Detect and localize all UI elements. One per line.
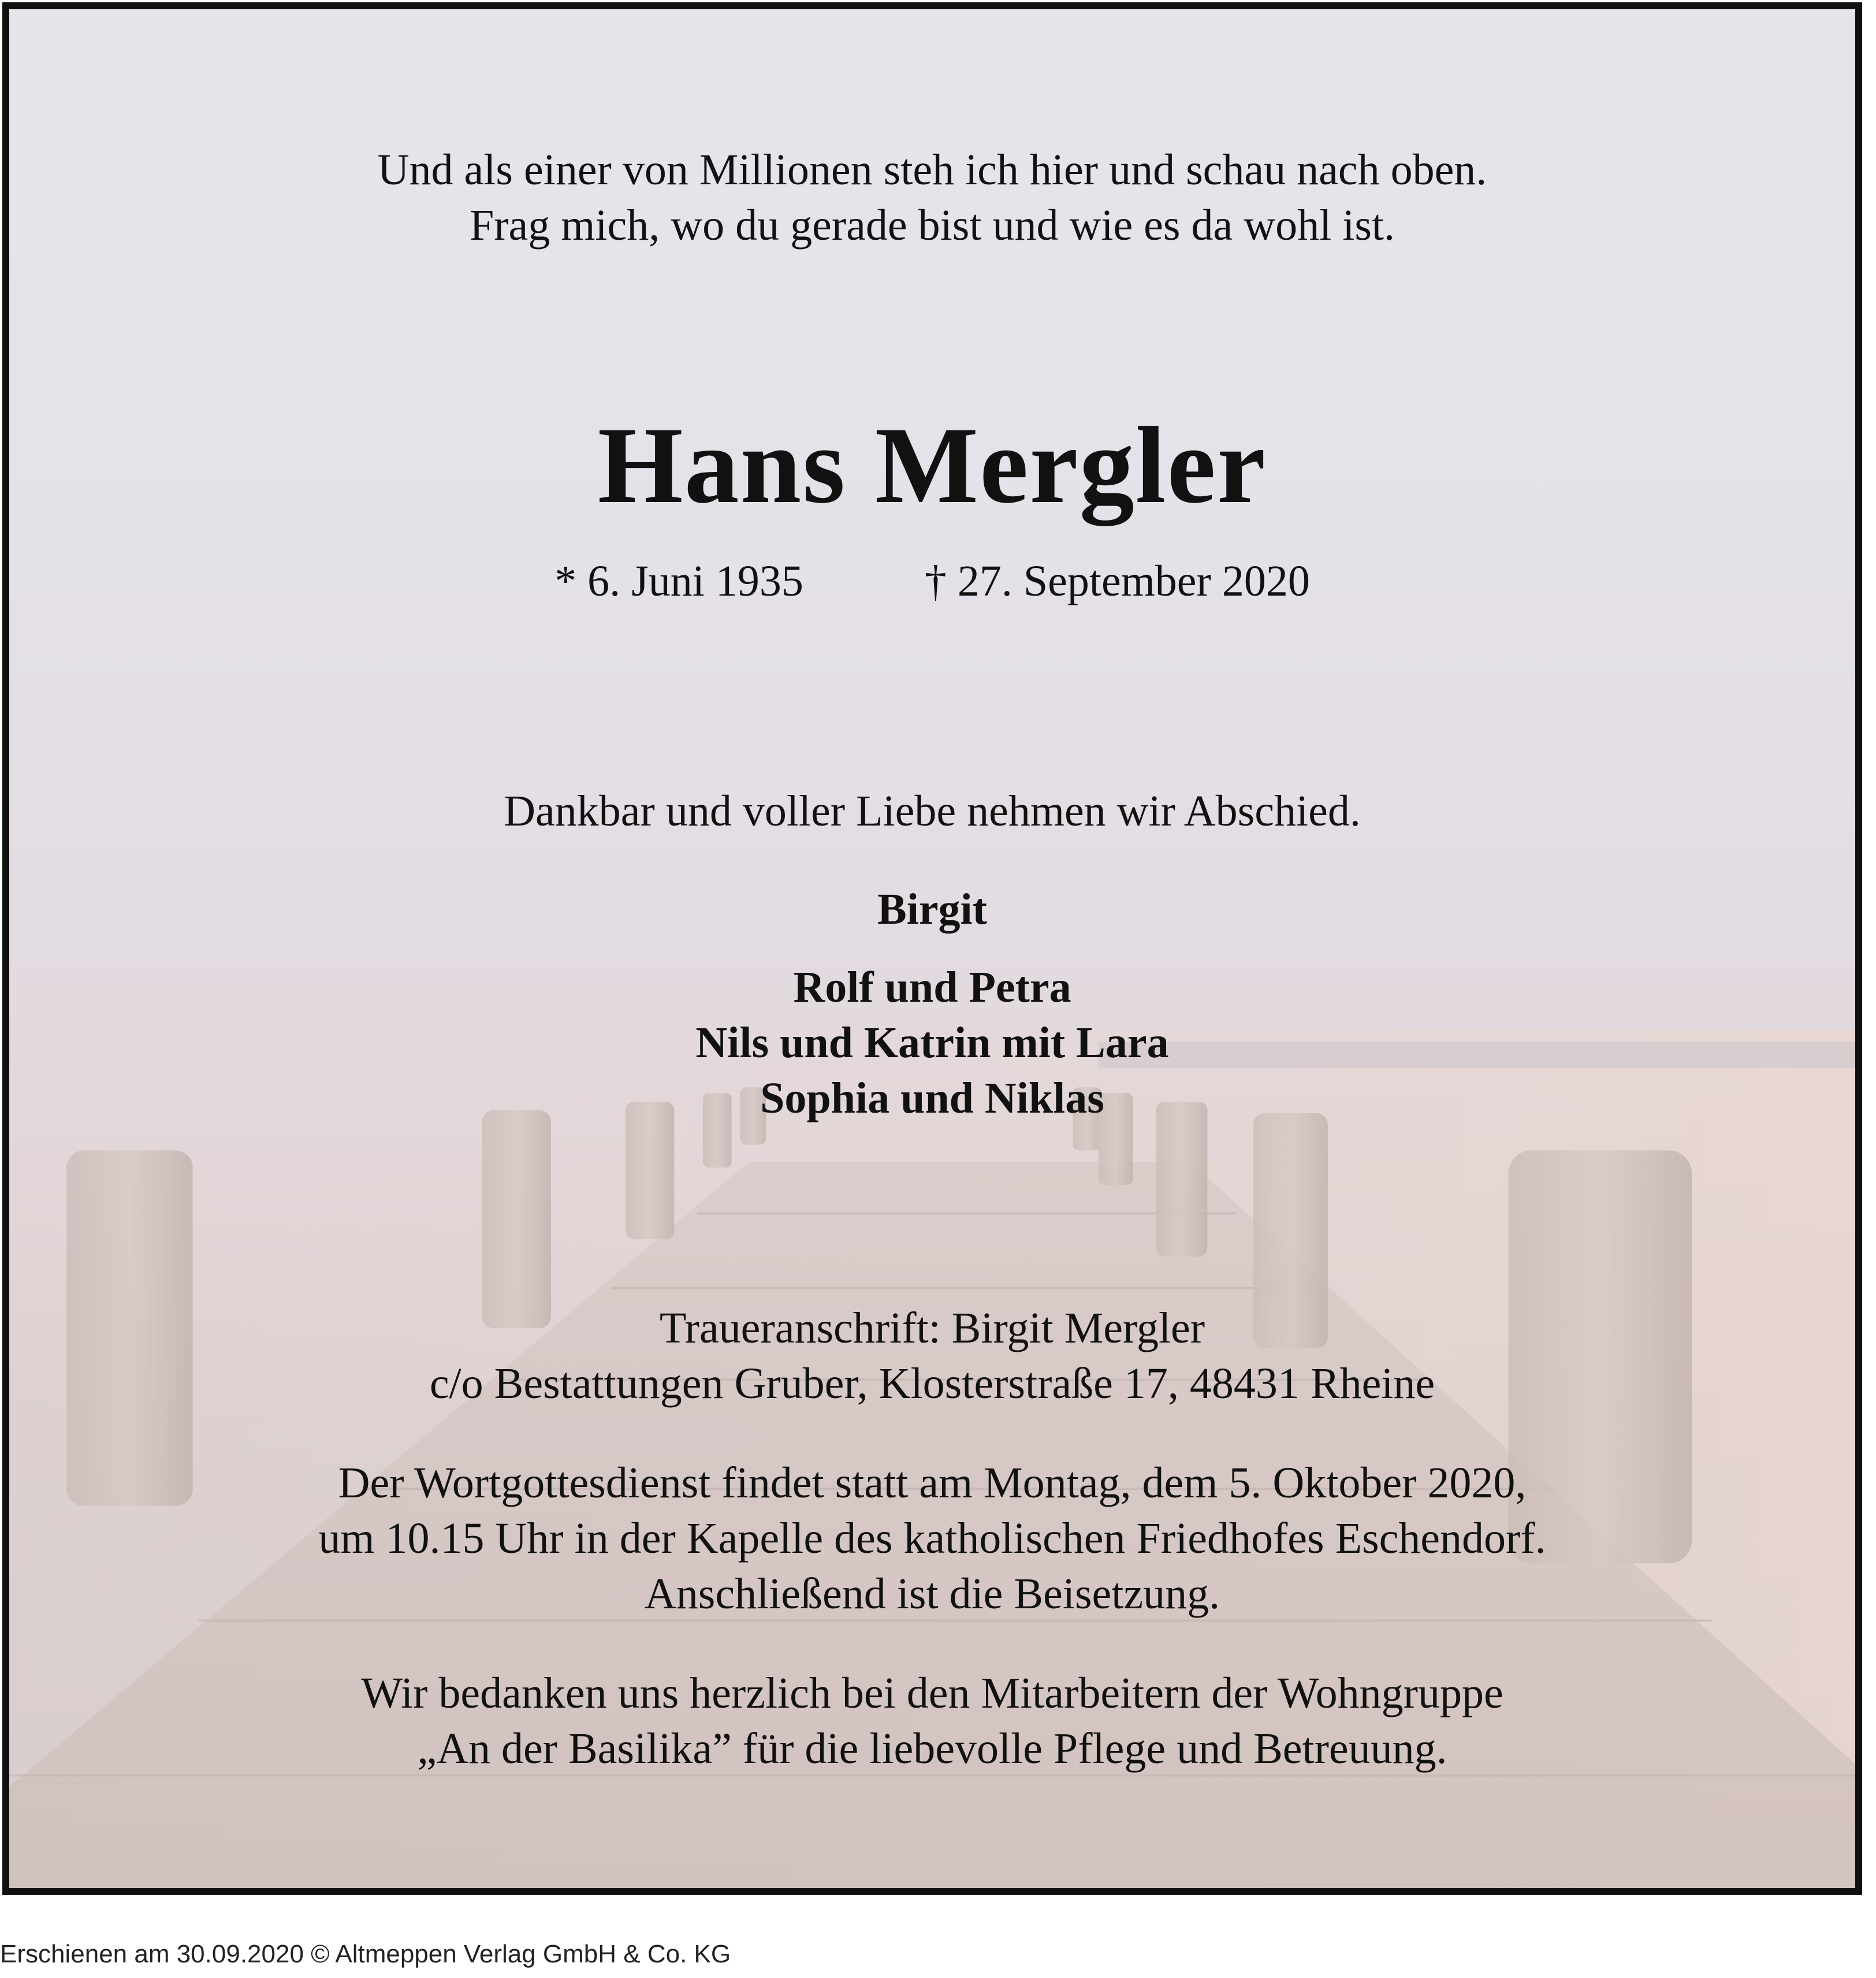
address-line-2: c/o Bestattungen Gruber, Klosterstraße 17, 48431 Rheine [429, 1359, 1435, 1408]
thanks-line-2: „An der Basilika” für die liebevolle Pflege und Betreuung. [417, 1724, 1447, 1773]
poem-line-1: Und als einer von Millionen steh ich hier und schau nach oben. [377, 146, 1487, 194]
deceased-name: Hans Mergler [597, 405, 1267, 526]
thanks-line-1: Wir bedanken uns herzlich bei den Mitarbeitern der Wohngruppe [361, 1669, 1503, 1717]
birth-date: * 6. Juni 1935 [554, 557, 803, 605]
service-line-3: Anschließend ist die Beisetzung. [644, 1570, 1220, 1618]
publication-footer: Erschienen am 30.09.2020 © Altmeppen Verlag GmbH & Co. KG [0, 1940, 731, 1968]
mourner-line-3: Sophia und Niklas [760, 1074, 1104, 1122]
life-dates [9, 553, 1855, 609]
mourner-birgit: Birgit [877, 885, 987, 934]
service-line-2: um 10.15 Uhr in der Kapelle des katholischen Friedhofes Eschendorf. [318, 1514, 1546, 1563]
mourner-line-1: Rolf und Petra [793, 963, 1071, 1012]
death-date: † 27. September 2020 [924, 557, 1310, 605]
mourner-line-2: Nils und Katrin mit Lara [695, 1018, 1169, 1067]
obituary-notice [2, 2, 1862, 1895]
farewell-text: Dankbar und voller Liebe nehmen wir Abschied. [504, 787, 1361, 835]
service-line-1: Der Wortgottesdienst findet statt am Montag, dem 5. Oktober 2020, [338, 1459, 1527, 1507]
address-line-1: Traueranschrift: Birgit Mergler [659, 1304, 1205, 1352]
poem-line-2: Frag mich, wo du gerade bist und wie es da wohl ist. [469, 201, 1395, 250]
